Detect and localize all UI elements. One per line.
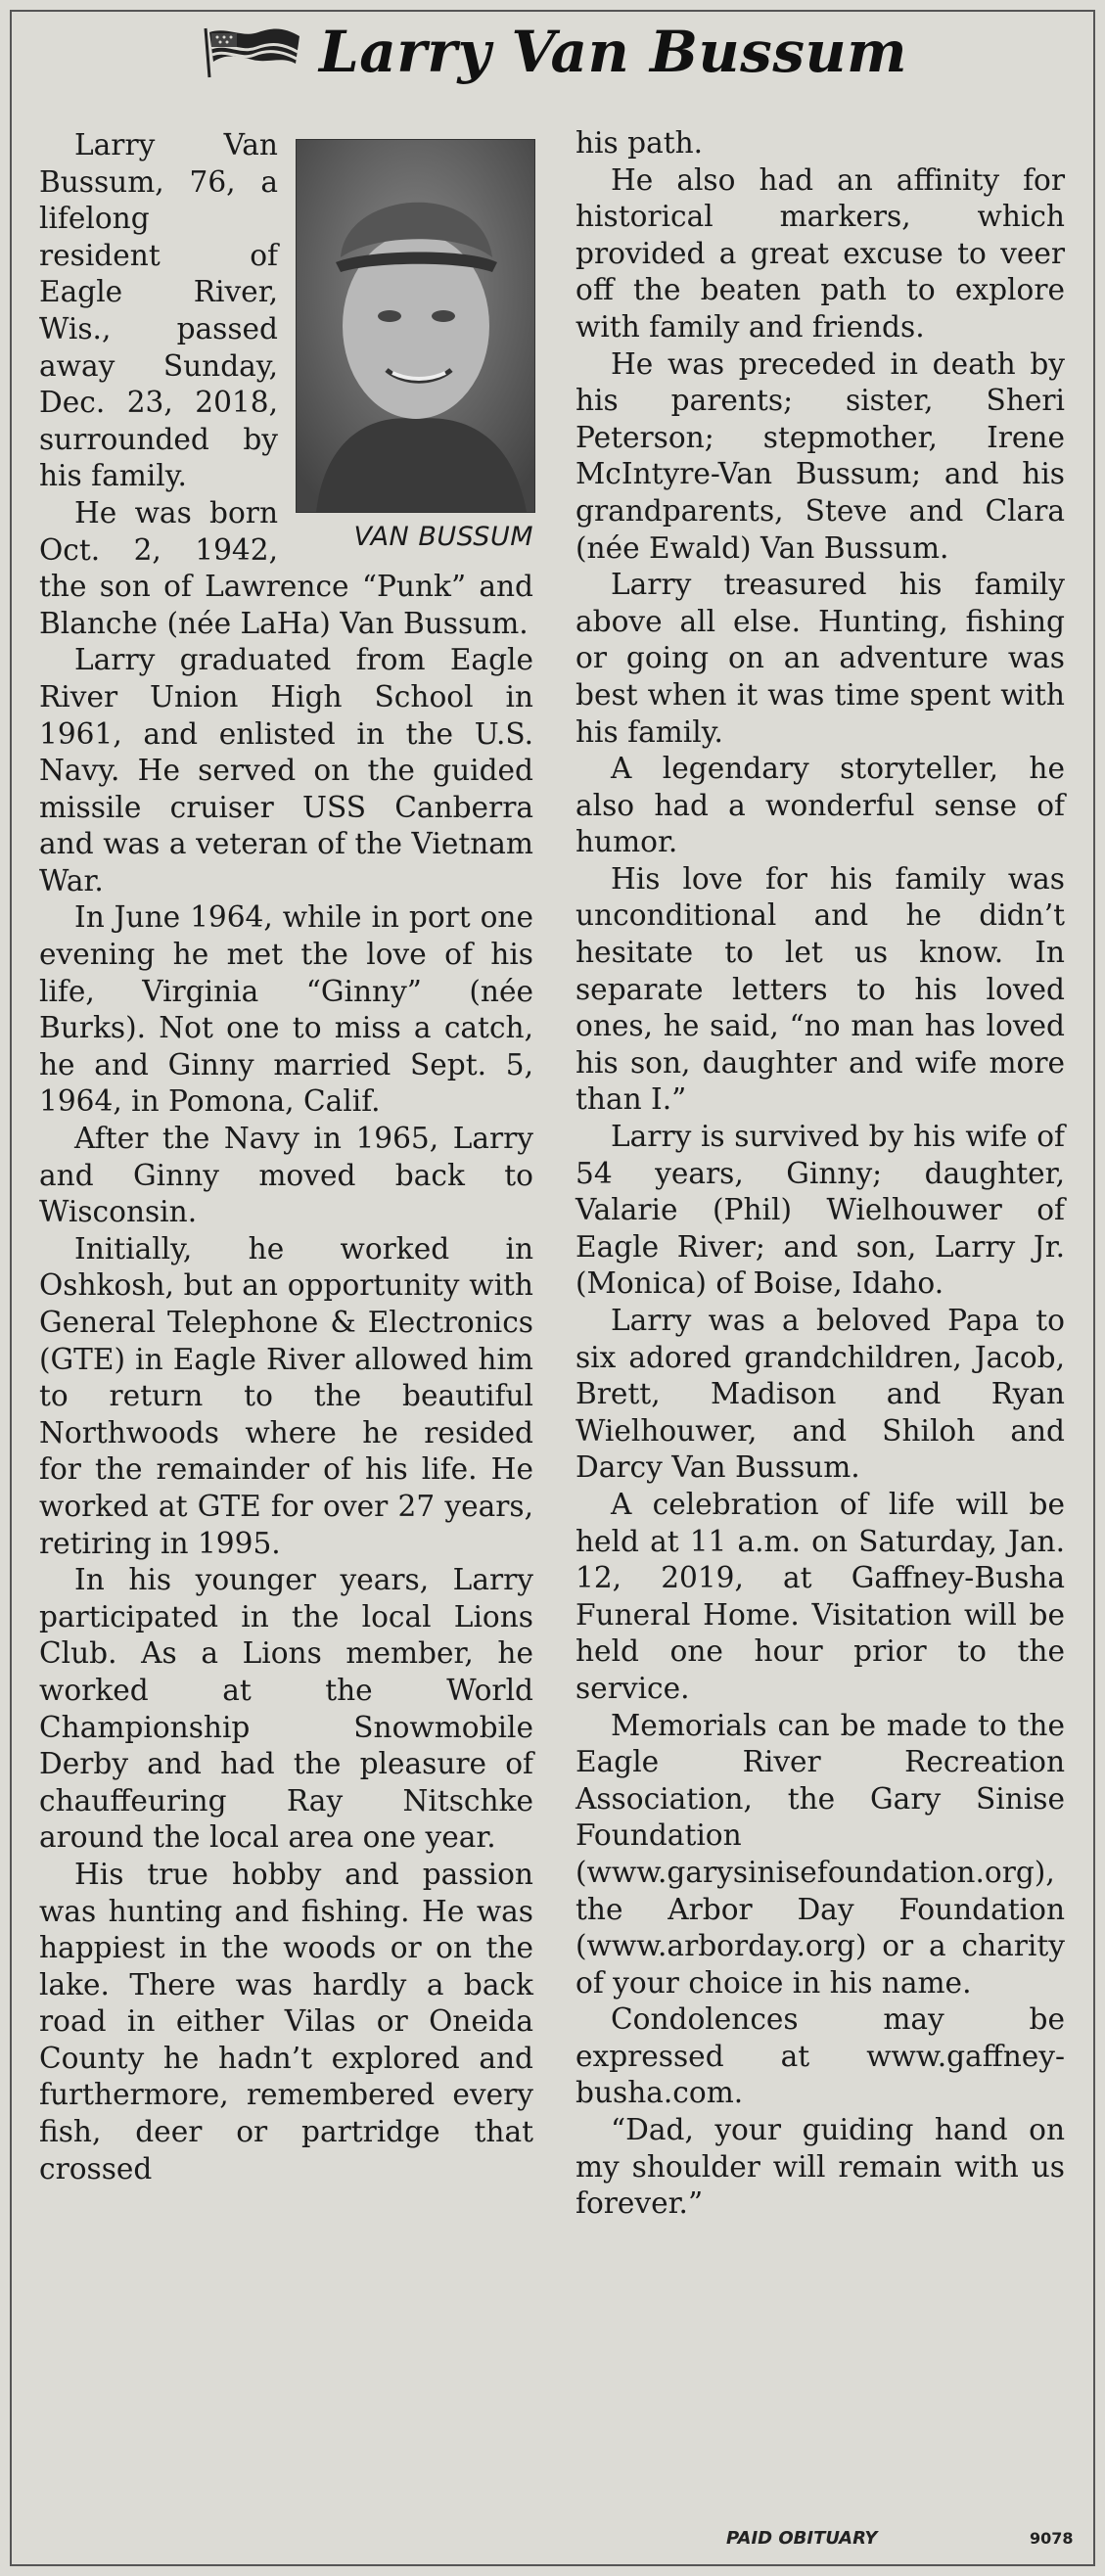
paragraph: Initially, he worked in Oshkosh, but an opportunity with General Telephone & Electronics (GTE) in Eagle River allowed him to return to the beautiful Northwoods where he resided for the remainder of his life. He worked at GTE for over 27 years, retiring in 1995. <box>39 1231 533 1560</box>
paragraph: Larry is survived by his wife of 54 years, Ginny; daughter, Valarie (Phil) Wielhouwer of Eagle River; and son, Larry Jr. (Monica) of Boise, Idaho. <box>576 1120 1065 1301</box>
paragraph: He was born Oct. 2, 1942, the son of Lawrence “Punk” and Blanche (née LaHa) Van Bussum. <box>39 495 533 640</box>
paragraph: In his younger years, Larry participated in the local Lions Club. As a Lions member, he worked at the World Championship Snowmobile Derby and had the pleasure of chauffeuring Ray Nitschke around the local area one year. <box>39 1563 533 1855</box>
right-column <box>576 125 1065 2223</box>
paragraph: Larry was a beloved Papa to six adored grandchildren, Jacob, Brett, Madison and Ryan Wielhouwer, and Shiloh and Darcy Van Bussum. <box>576 1304 1065 1485</box>
paragraph: He also had an affinity for historical markers, which provided a great excuse to veer off the beaten path to explore with family and friends. <box>576 162 1065 344</box>
paid-obituary-label: PAID OBITUARY <box>726 2528 878 2549</box>
paragraph: Memorials can be made to the Eagle River Recreation Association, the Gary Sinise Foundation (www.garysinisefoundation.org), the Arbor Day Foundation (www.arborday.org) or a charity of your choice in his name. <box>576 1708 1065 2000</box>
paragraph: “Dad, your guiding hand on my shoulder will remain with us forever.” <box>576 2113 1065 2221</box>
paragraph: In June 1964, while in port one evening he met the love of his life, Virginia “Ginny” (née Burks). Not one to miss a catch, he and Ginny married Sept. 5, 1964, in Pomona, Calif. <box>39 900 533 1119</box>
paragraph: A celebration of life will be held at 11 a.m. on Saturday, Jan. 12, 2019, at Gaffney-Busha Funeral Home. Visitation will be held one hour prior to the service. <box>576 1487 1065 1705</box>
paragraph: Larry Van Bussum, 76, a lifelong resident of Eagle River, Wis., passed away Sunday, Dec. 23, 2018, surrounded by his family. <box>39 128 278 493</box>
ad-code: 9078 <box>1030 2529 1074 2548</box>
paragraph: His love for his family was unconditional and he didn’t hesitate to let us know. In separate letters to his loved ones, he said, “no man has loved his son, daughter and wife more than I.” <box>576 861 1065 1117</box>
paragraph: His true hobby and passion was hunting and fishing. He was happiest in the woods or on the lake. There was hardly a back road in either Vilas or Oneida County he hadn’t explored and furthermore, remembered every fish, deer or partridge that crossed <box>39 1857 533 2185</box>
portrait-image <box>297 140 534 512</box>
paragraph: Condolences may be expressed at www.gaffney-busha.com. <box>576 2002 1065 2110</box>
left-column <box>39 127 533 2187</box>
paragraph: He was preceded in death by his parents; sister, Sheri Peterson; stepmother, Irene McIntyre-Van Bussum; and his grandparents, Steve and Clara (née Ewald) Van Bussum. <box>576 346 1065 565</box>
paragraph: A legendary storyteller, he also had a wonderful sense of humor. <box>576 752 1065 859</box>
paragraph: Larry graduated from Eagle River Union High School in 1961, and enlisted in the U.S. Navy. He served on the guided missile cruiser USS Canberra and was a veteran of the Vietnam War. <box>39 643 533 897</box>
portrait-photo <box>296 139 535 513</box>
header <box>0 18 1105 86</box>
photo-caption: VAN BUSSUM <box>353 522 533 552</box>
paragraph: Larry treasured his family above all else. Hunting, fishing or going on an adventure was best when it was time spent with his family. <box>576 568 1065 749</box>
flag-icon <box>198 24 305 79</box>
page-title: Larry Van Bussum <box>318 19 908 85</box>
paragraph: his path. <box>576 126 704 160</box>
photo-box <box>296 139 533 556</box>
paragraph: After the Navy in 1965, Larry and Ginny moved back to Wisconsin. <box>39 1122 533 1229</box>
